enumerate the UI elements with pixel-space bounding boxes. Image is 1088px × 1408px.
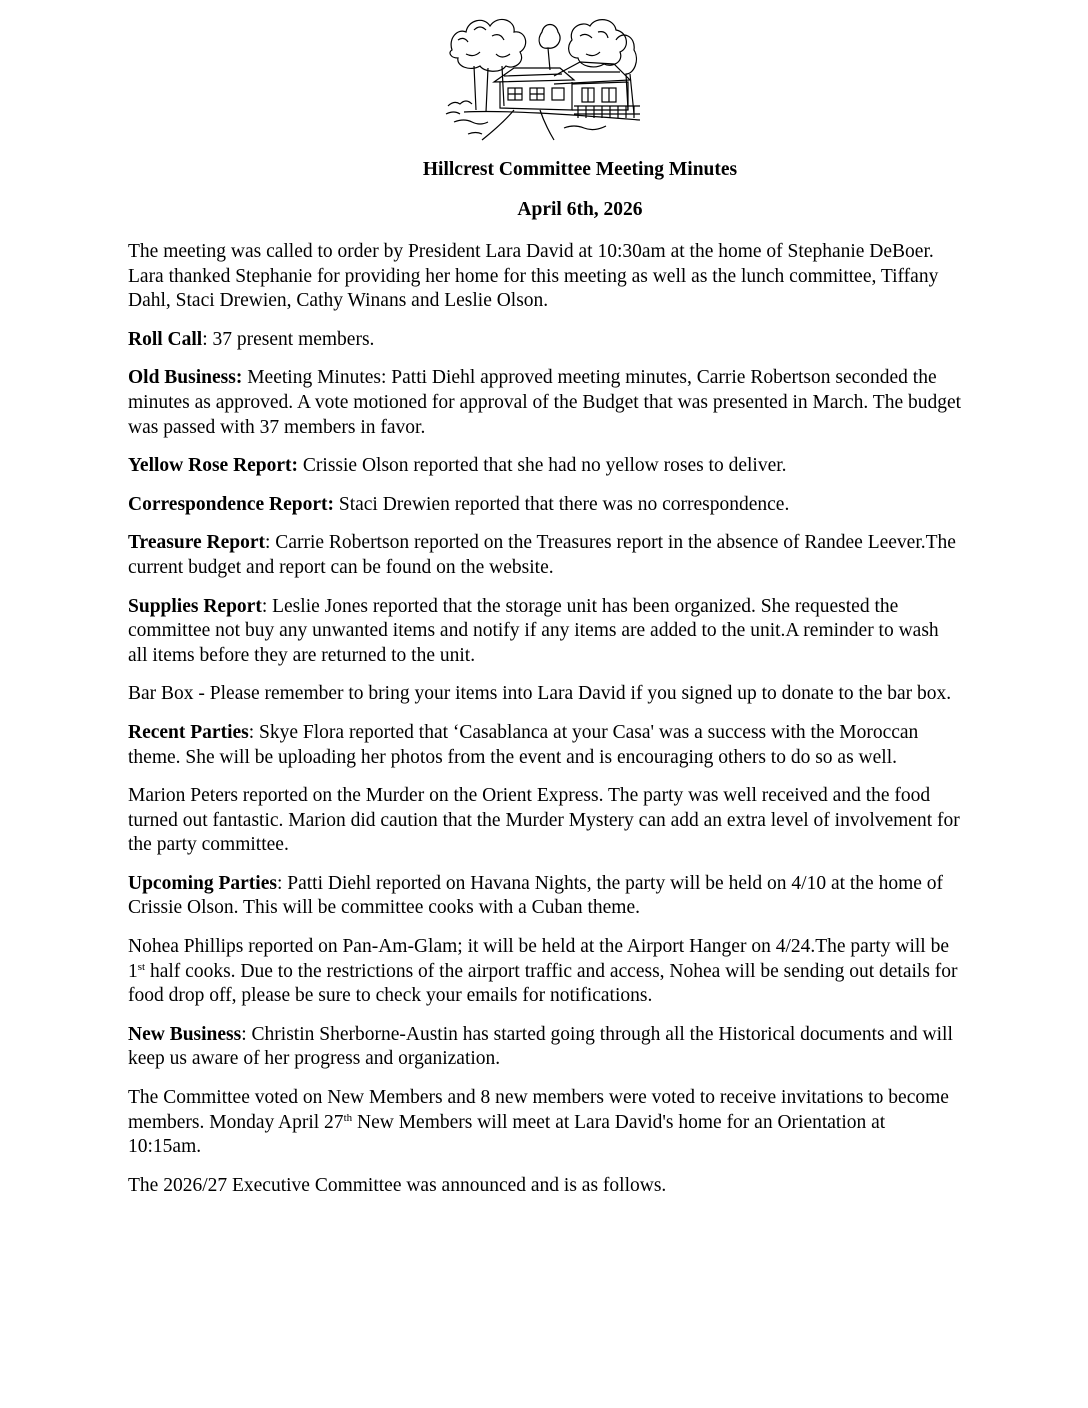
correspondence-text: Staci Drewien reported that there was no correspondence. — [333, 493, 790, 515]
new-business-text: : Christin Sherborne-Austin has started going through all the Historical documents and will keep us aware of her progress and organization. — [128, 1023, 953, 1070]
yellow-rose-text: Crissie Olson reported that she had no yellow roses to deliver. — [298, 455, 787, 477]
recent-parties-paragraph — [128, 721, 963, 770]
nohea-paragraph — [128, 935, 963, 1009]
supplies-paragraph — [128, 595, 963, 669]
new-members-paragraph — [128, 1086, 963, 1160]
new-members-text-a: The Committee voted on New Members and 8 new members were voted to receive invitations to become members. Monday April 27 — [128, 1087, 949, 1133]
roll-call-text: : 37 present members. — [202, 328, 375, 350]
nohea-ordinal: st — [137, 960, 146, 973]
meeting-date: April 6th, 2026 — [517, 199, 643, 220]
supplies-label: Supplies Report — [128, 595, 262, 617]
upcoming-parties-text: : Patti Diehl reported on Havana Nights, the party will be held on 4/10 at the home of Crissie Olson. This will be committee cooks with a Cuban theme. — [128, 872, 944, 919]
minutes-body — [128, 240, 963, 1212]
yellow-rose-label: Yellow Rose Report: — [128, 455, 299, 477]
intro-paragraph: The meeting was called to order by President Lara David at 10:30am at the home of Stephanie DeBoer. Lara thanked Stephanie for providing her home for this meeting as well as the lunch committee, Tiffany Dahl, Staci Drewien, Cathy Winans and Leslie Olson. — [128, 241, 939, 312]
roll-call-paragraph — [128, 328, 963, 353]
recent-parties-label: Recent Parties — [128, 721, 249, 743]
supplies-text: : Leslie Jones reported that the storage unit has been organized. She requested the committee not buy any unwanted items and notify if any items are added to the unit.A reminder to wash all items before they are returned to the unit. — [128, 595, 939, 666]
roll-call-label: Roll Call — [128, 328, 203, 350]
old-business-paragraph — [128, 366, 963, 440]
executive-paragraph: The 2026/27 Executive Committee was announced and is as follows. — [128, 1174, 667, 1196]
document-title: Hillcrest Committee Meeting Minutes — [422, 159, 738, 180]
upcoming-parties-paragraph — [128, 872, 963, 921]
new-members-ordinal: th — [343, 1111, 353, 1124]
nohea-text-b: half cooks. Due to the restrictions of the airport traffic and access, Nohea will be sending out details for food drop off, please be sure to check your emails for notifications. — [128, 960, 958, 1007]
new-business-label: New Business — [128, 1023, 242, 1045]
new-business-paragraph — [128, 1023, 963, 1072]
upcoming-parties-label: Upcoming Parties — [128, 872, 277, 894]
recent-parties-text: : Skye Flora reported that ‘Casablanca at your Casa' was a success with the Moroccan theme. She will be uploading her photos from the event and is encouraging others to do so as well. — [128, 721, 919, 768]
old-business-label: Old Business: — [128, 367, 243, 389]
correspondence-label: Correspondence Report: — [128, 493, 334, 515]
treasure-paragraph — [128, 531, 963, 580]
new-members-text-b: New Members will meet at Lara David's home for an Orientation at 10:15am. — [128, 1111, 886, 1158]
nohea-text-a: Nohea Phillips reported on Pan-Am-Glam; it will be held at the Airport Hanger on 4/24.The party will be 1 — [128, 936, 949, 982]
treasure-text: : Carrie Robertson reported on the Treasures report in the absence of Randee Leever.The current budget and report can be found on the website. — [128, 532, 956, 578]
correspondence-paragraph — [128, 493, 963, 518]
house-trees-sketch-icon — [444, 10, 644, 142]
yellow-rose-paragraph — [128, 454, 963, 479]
marion-paragraph: Marion Peters reported on the Murder on the Orient Express. The party was well received and the food turned out fantastic. Marion did caution that the Murder Mystery can add an extra level of involvement for the party committee. — [128, 785, 960, 856]
treasure-label: Treasure Report — [128, 532, 266, 554]
bar-box-paragraph: Bar Box - Please remember to bring your items into Lara David if you signed up to donate to the bar box. — [128, 683, 952, 705]
old-business-text: Meeting Minutes: Patti Diehl approved meeting minutes, Carrie Robertson seconded the minutes as approved. A vote motioned for approval of the Budget that was presented in March. The budget was passed with 37 members in favor. — [128, 367, 962, 438]
